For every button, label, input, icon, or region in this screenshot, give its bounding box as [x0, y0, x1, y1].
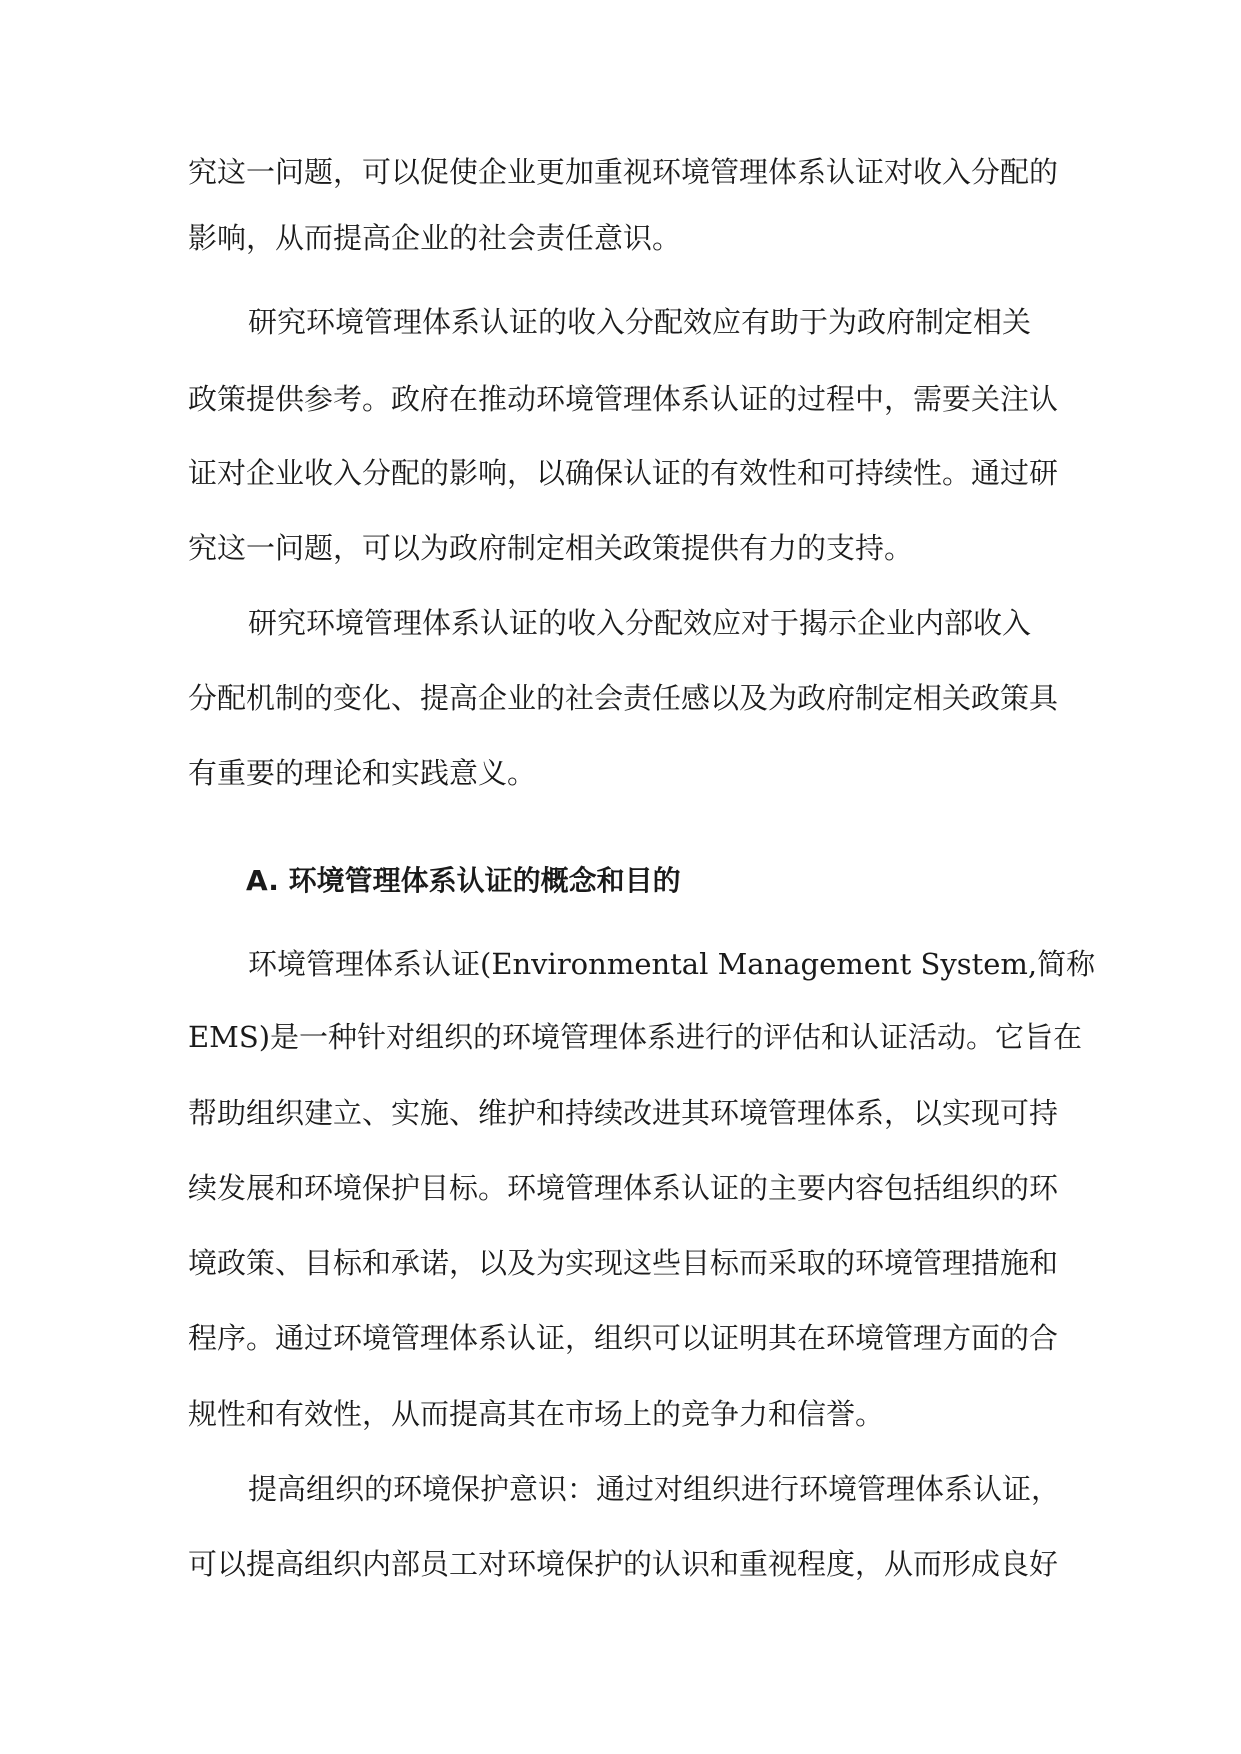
- text-line: 影响，从而提高企业的社会责任意识。: [188, 221, 682, 255]
- text-line: 证对企业收入分配的影响，以确保认证的有效性和可持续性。通过研: [188, 456, 1059, 490]
- text-line: EMS)是一种针对组织的环境管理体系进行的评估和认证活动。它旨在: [188, 1020, 1083, 1054]
- text-line: 有重要的理论和实践意义。: [188, 756, 537, 790]
- text-line: 规性和有效性，从而提高其在市场上的竞争力和信誉。: [188, 1397, 885, 1431]
- text-line: 可以提高组织内部员工对环境保护的认识和重视程度，从而形成良好: [188, 1547, 1059, 1581]
- text-line: 究这一问题，可以为政府制定相关政策提供有力的支持。: [188, 531, 914, 565]
- paragraph-first-line: 研究环境管理体系认证的收入分配效应对于揭示企业内部收入: [248, 606, 1032, 640]
- text-line: 程序。通过环境管理体系认证，组织可以证明其在环境管理方面的合: [188, 1321, 1059, 1355]
- text-line: 续发展和环境保护目标。环境管理体系认证的主要内容包括组织的环: [188, 1171, 1059, 1205]
- section-heading: A. 环境管理体系认证的概念和目的: [246, 864, 681, 897]
- paragraph-first-line: 提高组织的环境保护意识：通过对组织进行环境管理体系认证，: [248, 1472, 1061, 1506]
- paragraph-first-line: 环境管理体系认证(Environmental Management System,简称: [248, 947, 1096, 981]
- text-line: 帮助组织建立、实施、维护和持续改进其环境管理体系，以实现可持: [188, 1096, 1059, 1130]
- text-line: 政策提供参考。政府在推动环境管理体系认证的过程中，需要关注认: [188, 382, 1059, 416]
- text-line: 境政策、目标和承诺，以及为实现这些目标而采取的环境管理措施和: [188, 1246, 1059, 1280]
- text-line: 究这一问题，可以促使企业更加重视环境管理体系认证对收入分配的: [188, 155, 1059, 189]
- paragraph-first-line: 研究环境管理体系认证的收入分配效应有助于为政府制定相关: [248, 305, 1032, 339]
- text-line: 分配机制的变化、提高企业的社会责任感以及为政府制定相关政策具: [188, 681, 1059, 715]
